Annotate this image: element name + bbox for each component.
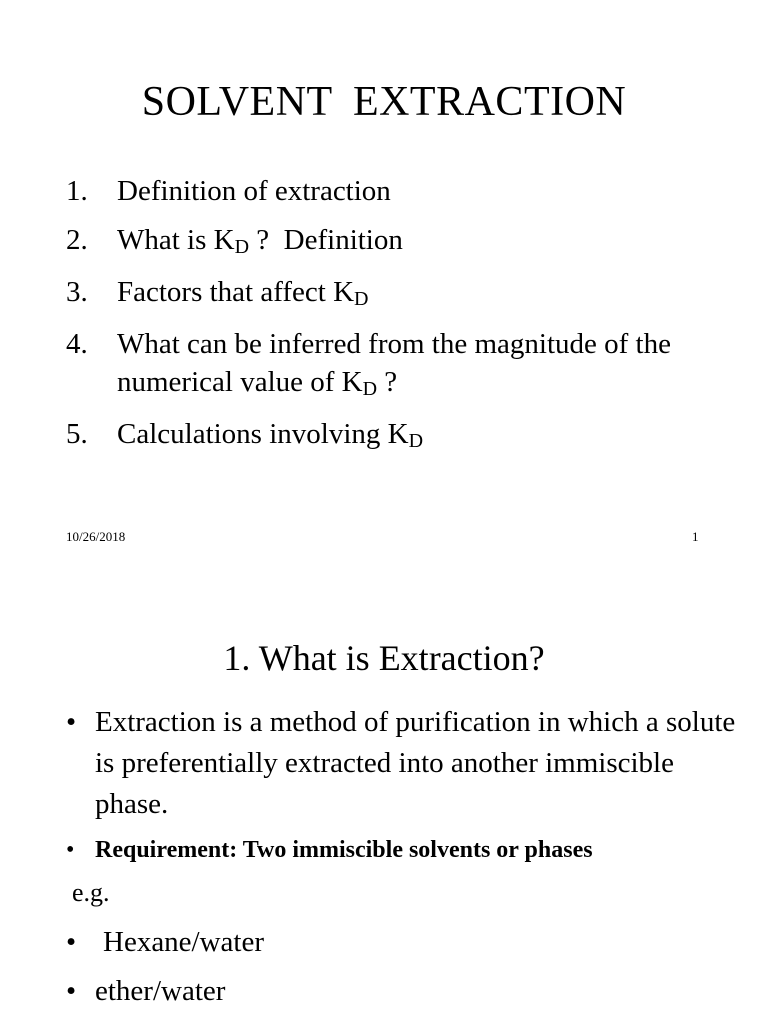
bullet-icon: • — [66, 975, 77, 1007]
list-item-suffix: ? — [377, 366, 398, 398]
subscript-d: D — [234, 236, 250, 258]
list-item-label: Definition of extraction — [117, 175, 391, 207]
slide-2 — [0, 576, 768, 1024]
list-item — [66, 221, 746, 262]
list-item-label: Factors that affect K — [117, 276, 355, 308]
footer-page-number: 1 — [692, 529, 699, 544]
list-item-number: 2. — [66, 224, 88, 256]
list-item — [66, 172, 746, 210]
bullet-text: Requirement: Two immiscible solvents or phases — [95, 837, 593, 863]
list-item-text — [117, 172, 746, 210]
topic-list — [66, 172, 746, 467]
list-item-text — [117, 273, 746, 314]
list-item-number: 4. — [66, 328, 88, 360]
list-item — [66, 325, 746, 404]
footer-date: 10/26/2018 — [66, 529, 126, 544]
slide-title: SOLVENT EXTRACTION — [141, 79, 627, 125]
bullet-text: Hexane/water — [103, 926, 265, 958]
list-item — [66, 415, 746, 456]
bullet-icon: • — [66, 706, 77, 738]
example-label: e.g. — [72, 878, 110, 907]
list-item-suffix: ? Definition — [249, 224, 403, 256]
bullet-definition — [66, 702, 736, 825]
subscript-d: D — [408, 430, 424, 452]
list-item-label: What is K — [117, 224, 235, 256]
subscript-d: D — [362, 378, 378, 400]
bullet-text: Extraction is a method of purification in which a solute is preferentially extracted into another immiscible phase. — [95, 706, 736, 820]
bullet-example — [66, 923, 264, 961]
list-item-text — [117, 415, 746, 456]
list-item-number: 1. — [66, 175, 88, 207]
list-item-label: Calculations involving K — [117, 418, 409, 450]
bullet-icon: • — [66, 837, 75, 863]
bullet-icon: • — [66, 926, 77, 958]
list-item-number: 3. — [66, 276, 88, 308]
list-item-number: 5. — [66, 418, 88, 450]
bullet-requirement — [66, 834, 756, 866]
subscript-d: D — [354, 288, 369, 310]
bullet-example — [66, 972, 225, 1010]
list-item — [66, 273, 746, 314]
bullet-text: ether/water — [95, 975, 226, 1007]
list-item-text — [117, 325, 746, 404]
list-item-label: What can be inferred from the magnitude of the numerical value of K — [117, 328, 671, 398]
slide-title: 1. What is Extraction? — [223, 638, 545, 678]
list-item-text — [117, 221, 746, 262]
